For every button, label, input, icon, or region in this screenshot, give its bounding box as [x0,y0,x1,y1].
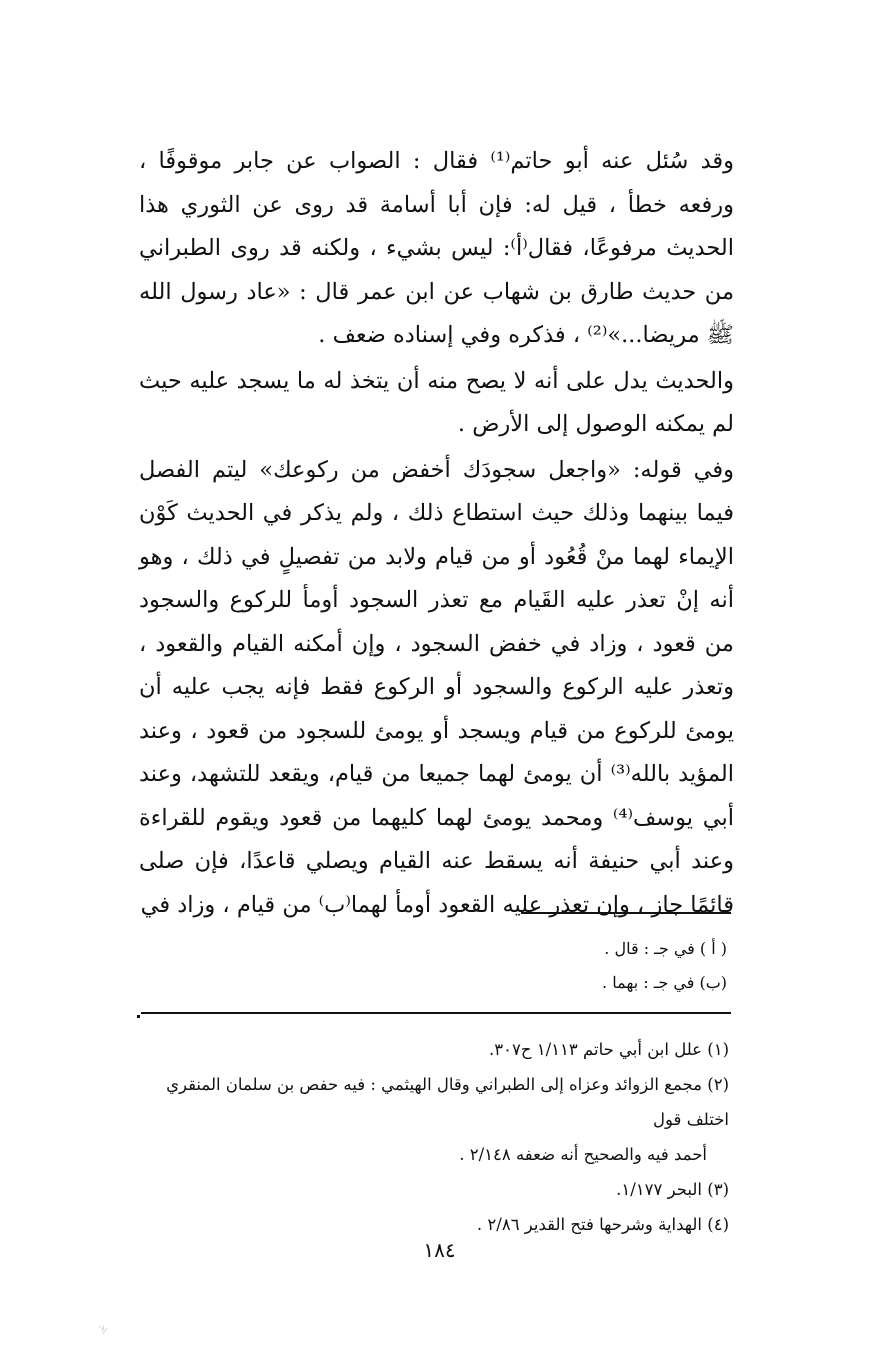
footnotes-divider [141,1012,731,1014]
paragraph-2: والحديث يدل على أنه لا يصح منه أن يتخذ له ما يسجد عليه حيث لم يمكنه الوصول إلى الأرض . [139,367,734,437]
footnote: (٤) الهداية وشرحها فتح القدير ٢/٨٦ . [476,1215,729,1234]
variant-note: (ب) في جـ : بهما . [602,973,727,992]
variants-divider [521,912,731,914]
footnote: (٢) مجمع الزوائد وعزاه إلى الطبراني وقال الهيثمي : فيه حفص بن سلمان المنقري اختلف قول [166,1075,729,1129]
paragraph-3: وفي قوله: «واجعل سجودَك أخفض من ركوعك» ليتم الفصل فيما بينهما وذلك حيث استطاع ذلك ، ولم يذكر في الحديث كَوْن الإيماء لهما منْ قُعُود أو من قيام ولابد من تفصيلٍ في ذلك ، وهو أنه إنْ تعذر عليه القَيام مع تعذر السجود أومأ للركوع والسجود من قعود ، وزاد في خفض السجود ، وإن أمكنه القيام والقعود ، وتعذر عليه الركوع والسجود أو الركوع فقط فإنه يجب عليه أن يومئ للركوع من قيام ويسجد أو يومئ للسجود من قعود ، وعند المؤيد بالله⁽³⁾ أن يومئ لهما جميعا من قيام، ويقعد للتشهد، وعند أبي يوسف⁽⁴⁾ ومحمد يومئ لهما كليهما من قعود ويقوم للقراءة وعند أبي حنيفة أنه يسقط عنه القيام ويصلي قاعدًا، فإن صلى قائمًا جاز ، وإن تعذر عليه القعود أومأ لهما⁽ب⁾ من قيام ، وزاد في [139,456,734,918]
footnotes [139,1032,729,1242]
footnote: (٣) البحر ١/١٧٧. [616,1180,729,1199]
paragraph-1: وقد سُئل عنه أبو حاتم⁽¹⁾ فقال : الصواب عن جابر موقوفًا ، ورفعه خطأ ، قيل له: فإن أبا أسامة قد روى عن الثوري هذا الحديث مرفوعًا، فقال⁽أ⁾: ليس بشيء ، ولكنه قد روى الطبراني من حديث طارق بن شهاب عن ابن عمر قال : «عاد رسول الله ﷺ مريضا...»⁽²⁾ ، فذكره وفي إسناده ضعف . [139,148,735,348]
footnote-continuation: أحمد فيه والصحيح أنه ضعفه ٢/١٤٨ . [459,1145,707,1164]
manuscript-variants [167,932,727,1000]
scan-speck-icon [96,1322,112,1338]
page-number: ١٨٤ [423,1238,456,1262]
footnote: (١) علل ابن أبي حاتم ١/١١٣ ح٣٠٧. [488,1040,729,1059]
variant-note: ( أ ) في جـ : قال . [604,939,727,958]
main-text [139,140,734,927]
